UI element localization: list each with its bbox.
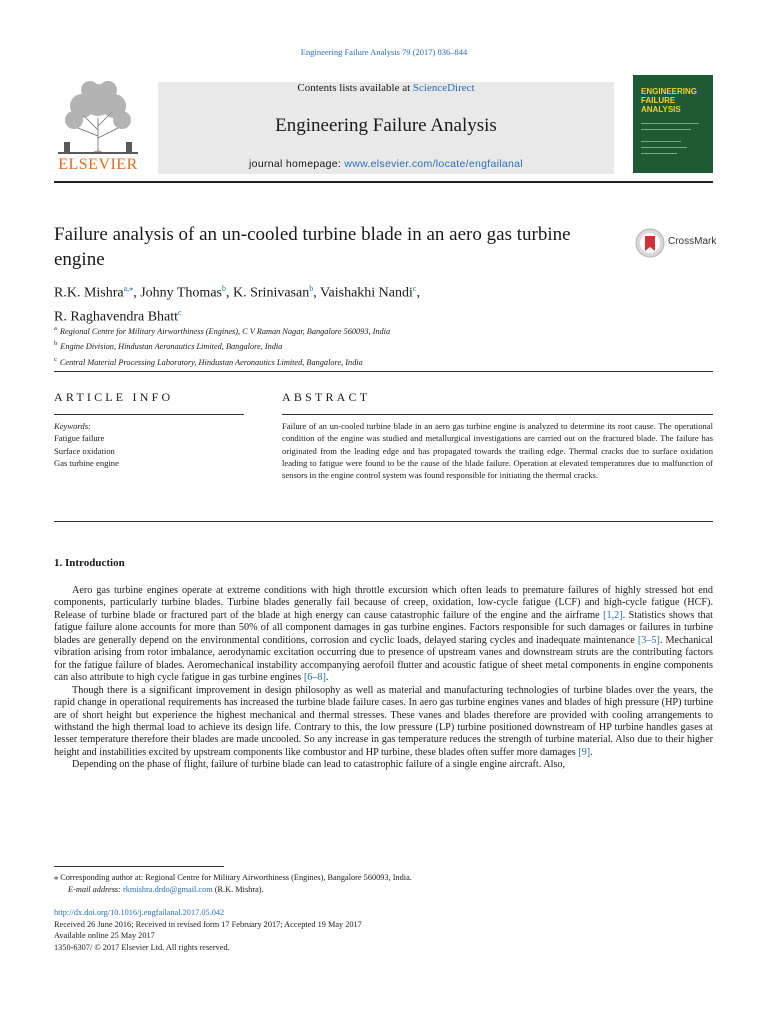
introduction-body bbox=[54, 585, 713, 772]
citation-link[interactable]: [3–5] bbox=[637, 634, 660, 646]
crossmark-badge[interactable] bbox=[634, 227, 716, 259]
crossmark-icon bbox=[634, 227, 666, 259]
affiliation-item bbox=[54, 338, 694, 353]
email-label: E-mail address: bbox=[68, 884, 123, 894]
cover-title-line: ENGINEERING bbox=[641, 87, 698, 96]
affiliation-text: Regional Centre for Military Airworthiness (Engines), C V Raman Nagar, Bangalore 560093, India bbox=[59, 326, 391, 336]
received-dates: Received 26 June 2016; Received in revised form 17 February 2017; Accepted 19 May 2017 bbox=[54, 919, 362, 929]
article-info-heading: ARTICLE INFO bbox=[54, 390, 174, 404]
paragraph-text: . bbox=[590, 746, 593, 758]
keyword-item: Fatigue failure bbox=[54, 433, 105, 444]
journal-homepage-line bbox=[158, 158, 614, 170]
cover-title bbox=[641, 87, 697, 114]
citation-link[interactable]: [1,2] bbox=[603, 609, 623, 621]
author-name[interactable]: R.K. Mishra bbox=[54, 285, 124, 301]
footnotes bbox=[54, 872, 694, 895]
journal-cover-thumbnail[interactable] bbox=[633, 75, 713, 173]
keyword-item: Gas turbine engine bbox=[54, 457, 119, 468]
affiliation-sup: b bbox=[54, 340, 58, 348]
contents-prefix: Contents lists available at bbox=[297, 82, 413, 94]
cover-decoration bbox=[641, 147, 687, 148]
cover-decoration bbox=[641, 153, 677, 154]
paragraph: Depending on the phase of flight, failure of turbine blade can lead to catastrophic failure of a single engine aircraft. Also, bbox=[72, 759, 566, 771]
email-line bbox=[54, 884, 694, 896]
paragraph-text: . bbox=[325, 672, 329, 684]
paragraph-text: Though there is a significant improvement in design philosophy as well as material and manufacturing technologies of turbine blades over the years, the rapid change in operational requirements has increased the turbine blade failure cases. In aero gas turbine engines vanes and blades of high pressure (HP) turbine are of short height but experience the highest mechanical and thermal stresses. These vanes and blades therefore are provided with cooling arrangements to withstand the high thermal load to achieve its design life. Contrary to this, the low pressure (LP) turbine positioned downstream of HP turbine handles gases at lesser temperature therefore their blades are made uncooled. So any increase in gas temperature reduces the strength of turbine material. Also due to their higher height and instabilities excited by upstream components like combustor and HP turbine, these blades often suffer more damages bbox=[54, 684, 713, 758]
elsevier-logo bbox=[54, 78, 142, 174]
copyright: 1350-6307/ © 2017 Elsevier Ltd. All rights reserved. bbox=[54, 942, 230, 952]
email-link[interactable]: rkmishra.drdo@gmail.com bbox=[123, 884, 213, 894]
article-info-divider bbox=[54, 414, 244, 415]
header-divider bbox=[54, 181, 713, 183]
publication-info bbox=[54, 907, 694, 953]
cover-decoration bbox=[641, 129, 691, 130]
author-affiliation-sup[interactable]: c bbox=[412, 284, 417, 293]
footnote-divider bbox=[54, 866, 224, 867]
section-divider bbox=[54, 521, 713, 522]
paper-title: Failure analysis of an un-cooled turbine blade in an aero gas turbine engine bbox=[54, 224, 571, 270]
affiliation-item bbox=[54, 354, 694, 369]
doi-link[interactable]: http://dx.doi.org/10.1016/j.engfailanal.2017.05.042 bbox=[54, 908, 225, 917]
crossmark-label: CrossMark bbox=[668, 236, 717, 247]
elsevier-tree-icon bbox=[54, 78, 142, 156]
keyword-item: Surface oxidation bbox=[54, 445, 115, 456]
affiliation-sup: a bbox=[54, 325, 57, 332]
citation-link[interactable]: [6–8] bbox=[303, 672, 326, 684]
author-affiliation-sup[interactable]: b bbox=[222, 284, 226, 293]
abstract-heading: ABSTRACT bbox=[282, 390, 371, 404]
abstract-text: Failure of an un-cooled turbine blade in an aero gas turbine engine is analyzed to determine its root cause. The operational condition of the engine was studied and metallurgical investigations are carried out on the fractured blade. The failure has originated from the leading edge and has propagated towards the trailing edge. Thermal cracks due to surface oxidation leading to fatigue were found to be the cause of the blade failure. Operation at elevated temperatures due to malfunction of sensors in the engine control system was found responsible for initiating the thermal cracks. bbox=[282, 421, 713, 481]
affiliation-item bbox=[54, 323, 694, 338]
paragraph bbox=[54, 685, 713, 760]
introduction-heading: 1. Introduction bbox=[54, 557, 125, 569]
author-affiliation-sup[interactable]: a,⁎ bbox=[123, 284, 134, 293]
author-name[interactable]: K. Srinivasan bbox=[233, 285, 310, 301]
cover-decoration bbox=[641, 141, 681, 142]
elsevier-wordmark: ELSEVIER bbox=[58, 156, 138, 173]
author-affiliation-sup[interactable]: c bbox=[178, 307, 182, 317]
affiliation-sup: c bbox=[54, 355, 57, 363]
corresponding-author-note: ⁎ Corresponding author at: Regional Centre for Military Airworthiness (Engines), Bangalore 560093, India. bbox=[54, 873, 412, 882]
journal-name: Engineering Failure Analysis bbox=[275, 115, 497, 136]
cover-decoration bbox=[641, 123, 699, 124]
paragraph-text: Aero gas turbine engines operate at extreme conditions with high throttle excursion which often leads to premature failures of highly stressed hot end components, particularly turbine blades. Turbine blades generally fail because of creep, oxidation, low-cycle fatigue (LCF) and high-cycle fatigue (HCF). Release of turbine blade or fractured part of the blade at high energy can cause catastrophic failure of the engine and the airframe bbox=[54, 585, 713, 621]
author-affiliation-sup[interactable]: b bbox=[309, 284, 314, 293]
cover-title-line: ANALYSIS bbox=[641, 105, 681, 114]
sciencedirect-link[interactable]: ScienceDirect bbox=[412, 82, 475, 94]
citation-link[interactable]: [9] bbox=[578, 746, 591, 758]
keywords-block bbox=[54, 420, 244, 469]
author-name[interactable]: R. Raghavendra Bhatt bbox=[54, 309, 179, 325]
affiliation-text: Central Material Processing Laboratory, Hindustan Aeronautics Limited, Bangalore, India bbox=[59, 357, 363, 367]
journal-homepage-link[interactable]: www.elsevier.com/locate/engfailanal bbox=[344, 158, 523, 170]
author-list: R.K. Mishra$^{a,⁎}$, Johny Thomas$^b$, K. Srinivasan$^b$, Vaishakhi Nandi$^c$, R. Raghavendra Bhatt$^c$ bbox=[54, 284, 420, 325]
affiliation-list bbox=[54, 323, 694, 369]
paragraph-text: . Statistics shows that fatigue failure alone accounts for more than 50% of all component damages in gas turbine engines. Factors responsible for such damages or failures in turbine blades are generally depend on the environmental conditions, corrosion and cyclic loads, delayed staring cycles and inadequate maintenance bbox=[54, 609, 713, 646]
email-suffix: (R.K. Mishra). bbox=[212, 884, 264, 894]
affiliation-text: Engine Division, Hindustan Aeronautics Limited, Bangalore, India bbox=[60, 342, 283, 352]
section-divider bbox=[54, 371, 713, 372]
journal-reference[interactable]: Engineering Failure Analysis 79 (2017) 836–844 bbox=[300, 47, 468, 57]
paragraph bbox=[54, 585, 713, 685]
online-date: Available online 25 May 2017 bbox=[54, 931, 155, 940]
cover-title-line: FAILURE bbox=[641, 96, 676, 105]
contents-line bbox=[158, 82, 614, 94]
author-name[interactable]: Vaishakhi Nandi bbox=[319, 285, 413, 301]
keywords-label: Keywords: bbox=[54, 421, 91, 431]
homepage-prefix: journal homepage: bbox=[249, 158, 345, 170]
author-name[interactable]: Johny Thomas bbox=[140, 285, 222, 301]
paragraph-text: . Mechanical vibration arising from rotor imbalance, aerodynamic excitation occurring due to presence of upstream vanes and downstream struts are the contributing factors for the fatigue failure of blades. Aeromechanical instability accompanying aerofoil flutter and acoustic fatigue of sheet metal components in engine components can also attribute to high cycle fatigue in gas turbine engines bbox=[54, 634, 713, 684]
abstract-divider bbox=[282, 414, 713, 415]
